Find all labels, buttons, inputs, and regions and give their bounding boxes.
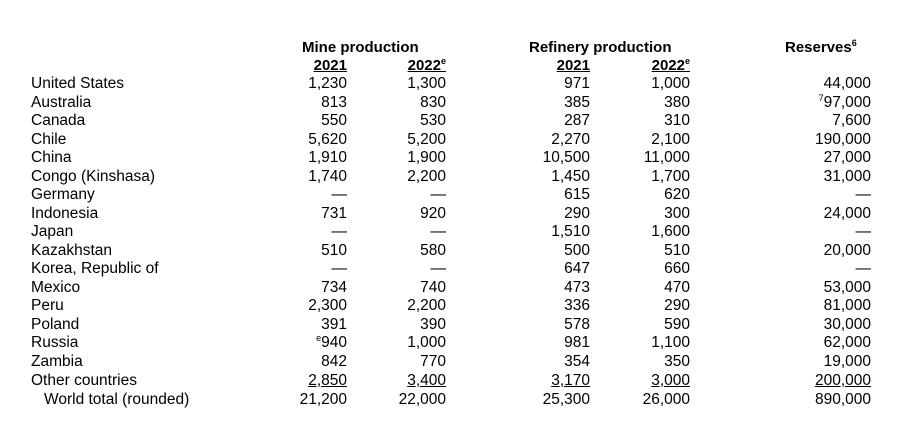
mine-2022-value: 580 xyxy=(420,242,446,259)
country-name: Japan xyxy=(31,223,74,240)
mine-2022-value: 2,200 xyxy=(407,168,446,185)
reserves-value: 7,600 xyxy=(832,112,871,129)
country-name: Germany xyxy=(31,186,95,203)
refinery-2021-total: 25,300 xyxy=(542,391,590,408)
mine-2021-value: 5,620 xyxy=(308,131,347,148)
reserves-value xyxy=(819,93,871,112)
mine-2021-value: — xyxy=(331,223,347,240)
mine-2022-value: 740 xyxy=(420,279,446,296)
table-row xyxy=(0,352,921,371)
refinery-2022-value: 350 xyxy=(664,353,690,370)
country-name: Congo (Kinshasa) xyxy=(31,168,156,185)
refinery-2022-value: 590 xyxy=(664,316,690,333)
refinery-2021-value: 578 xyxy=(564,316,590,333)
refinery-2022-value: 660 xyxy=(664,260,690,277)
refinery-2021-value: 615 xyxy=(564,186,590,203)
estimate-marker: e xyxy=(440,56,446,66)
mine-2021-value: 842 xyxy=(321,353,347,370)
reserves-footnote-marker: 6 xyxy=(851,38,857,48)
refinery-2022-value: 1,100 xyxy=(651,334,690,351)
refinery-2022-value: 380 xyxy=(664,94,690,111)
mine-2021-header: 2021 xyxy=(313,57,347,74)
reserves-value: 19,000 xyxy=(823,353,871,370)
mine-2021-total: 21,200 xyxy=(299,391,347,408)
mine-2022-value: 390 xyxy=(420,316,446,333)
refinery-2021-value: 1,450 xyxy=(551,168,590,185)
table-row xyxy=(0,296,921,315)
table-row xyxy=(0,74,921,93)
mine-2021-value: 391 xyxy=(321,316,347,333)
refinery-2021-value: 290 xyxy=(564,205,590,222)
mine-2022-value: 830 xyxy=(420,94,446,111)
refinery-2021-value: 500 xyxy=(564,242,590,259)
refinery-2022-value: 1,000 xyxy=(651,75,690,92)
refinery-2021-value: 287 xyxy=(564,112,590,129)
reserves-value: 62,000 xyxy=(823,334,871,351)
mine-2022-value: 5,200 xyxy=(407,131,446,148)
refinery-2021-value: 10,500 xyxy=(542,149,590,166)
table-row xyxy=(0,333,921,352)
mine-2022-value: 2,200 xyxy=(407,297,446,314)
table-row xyxy=(0,371,921,390)
mine-2021-value: 2,300 xyxy=(308,297,347,314)
mine-2022-label: 2022 xyxy=(407,57,441,74)
refinery-2022-value: 470 xyxy=(664,279,690,296)
table-row xyxy=(0,111,921,130)
mine-2021-value: — xyxy=(331,186,347,203)
table-row xyxy=(0,167,921,186)
reserves-value: 53,000 xyxy=(823,279,871,296)
reserves-value: — xyxy=(855,186,871,203)
reserves-value: — xyxy=(855,223,871,240)
refinery-2021-value: 336 xyxy=(564,297,590,314)
refinery-2022-value: 300 xyxy=(664,205,690,222)
estimate-marker: e xyxy=(684,56,690,66)
country-name: Indonesia xyxy=(31,205,99,222)
reserves-value: 190,000 xyxy=(814,131,871,148)
mine-2022-value: 530 xyxy=(420,112,446,129)
table-row xyxy=(0,93,921,112)
mine-2021-value: 1,740 xyxy=(308,168,347,185)
mine-2022-total: 22,000 xyxy=(398,391,446,408)
refinery-2022-label: 2022 xyxy=(651,57,685,74)
reserves-value: — xyxy=(855,260,871,277)
mine-2022-value: — xyxy=(430,186,446,203)
table-row xyxy=(0,222,921,241)
country-name: Zambia xyxy=(31,353,83,370)
mine-2022-value: 770 xyxy=(420,353,446,370)
country-name: China xyxy=(31,149,72,166)
mine-2022-header xyxy=(408,57,446,74)
mine-2022-value: 920 xyxy=(420,205,446,222)
table-row xyxy=(0,278,921,297)
country-name: Kazakhstan xyxy=(31,242,112,259)
reserves-value: 24,000 xyxy=(823,205,871,222)
table-row xyxy=(0,204,921,223)
refinery-2022-value: 1,700 xyxy=(651,168,690,185)
country-name: Russia xyxy=(31,334,79,351)
refinery-2021-value: 385 xyxy=(564,94,590,111)
total-row xyxy=(0,390,921,409)
total-label: World total (rounded) xyxy=(44,391,190,408)
mine-production-header: Mine production xyxy=(302,39,419,56)
refinery-2022-header xyxy=(652,57,690,74)
refinery-2022-value: 11,000 xyxy=(643,149,690,166)
reserves-header xyxy=(785,39,857,56)
refinery-2022-total: 26,000 xyxy=(642,391,690,408)
reserves-value: 20,000 xyxy=(823,242,871,259)
mine-2021-value: — xyxy=(331,260,347,277)
reserves-value: 31,000 xyxy=(823,168,871,185)
reserves-value: 200,000 xyxy=(814,372,871,389)
refinery-2022-value: 310 xyxy=(664,112,690,129)
mine-2021-value: 813 xyxy=(321,94,347,111)
country-name: Australia xyxy=(31,94,92,111)
refinery-2021-value: 647 xyxy=(564,260,590,277)
country-name: Other countries xyxy=(31,372,137,389)
reserves-footnote-marker: 7 xyxy=(818,93,824,103)
mine-2022-value: — xyxy=(430,260,446,277)
mine-2022-value: 1,300 xyxy=(407,75,446,92)
mine-2022-value: 1,000 xyxy=(407,334,446,351)
country-name: Poland xyxy=(31,316,80,333)
mine-2021-value: 550 xyxy=(321,112,347,129)
estimate-marker: e xyxy=(316,333,322,343)
refinery-2022-value: 1,600 xyxy=(651,223,690,240)
mine-2021-value: 1,910 xyxy=(308,149,347,166)
reserves-value: 27,000 xyxy=(823,149,871,166)
refinery-2022-value: 290 xyxy=(664,297,690,314)
mine-2021-value: 510 xyxy=(321,242,347,259)
refinery-2021-value: 981 xyxy=(564,334,590,351)
country-name: Canada xyxy=(31,112,86,129)
country-name: United States xyxy=(31,75,125,92)
country-name: Korea, Republic of xyxy=(31,260,159,277)
mine-2022-value: 1,900 xyxy=(407,149,446,166)
refinery-2021-value: 2,270 xyxy=(551,131,590,148)
reserves-total: 890,000 xyxy=(814,391,871,408)
table-row xyxy=(0,185,921,204)
country-name: Mexico xyxy=(31,279,81,296)
mine-2021-value: 734 xyxy=(321,279,347,296)
refinery-2021-value: 3,170 xyxy=(551,372,590,389)
refinery-2021-value: 473 xyxy=(564,279,590,296)
refinery-2022-value: 2,100 xyxy=(651,131,690,148)
refinery-production-header: Refinery production xyxy=(529,39,672,56)
refinery-2021-value: 354 xyxy=(564,353,590,370)
refinery-2021-value: 971 xyxy=(564,75,590,92)
refinery-2022-value: 3,000 xyxy=(651,372,690,389)
table-row xyxy=(0,315,921,334)
table-row xyxy=(0,241,921,260)
mine-2021-value: 731 xyxy=(321,205,347,222)
mine-2021-number: 940 xyxy=(321,334,347,351)
table-row xyxy=(0,130,921,149)
table-row xyxy=(0,259,921,278)
mine-2021-value: 2,850 xyxy=(308,372,347,389)
refinery-2021-value: 1,510 xyxy=(551,223,590,240)
table-row xyxy=(0,148,921,167)
country-name: Peru xyxy=(31,297,64,314)
mine-2021-value xyxy=(316,333,347,352)
mine-2021-value: 1,230 xyxy=(308,75,347,92)
reserves-value: 44,000 xyxy=(823,75,871,92)
reserves-value: 30,000 xyxy=(823,316,871,333)
mine-2022-value: 3,400 xyxy=(407,372,446,389)
mine-2022-value: — xyxy=(430,223,446,240)
refinery-2022-value: 620 xyxy=(664,186,690,203)
reserves-value: 81,000 xyxy=(823,297,871,314)
refinery-2021-header: 2021 xyxy=(556,57,590,74)
refinery-2022-value: 510 xyxy=(664,242,690,259)
reserves-number: 97,000 xyxy=(823,94,871,111)
reserves-header-label: Reserves xyxy=(785,39,852,56)
country-name: Chile xyxy=(31,131,67,148)
